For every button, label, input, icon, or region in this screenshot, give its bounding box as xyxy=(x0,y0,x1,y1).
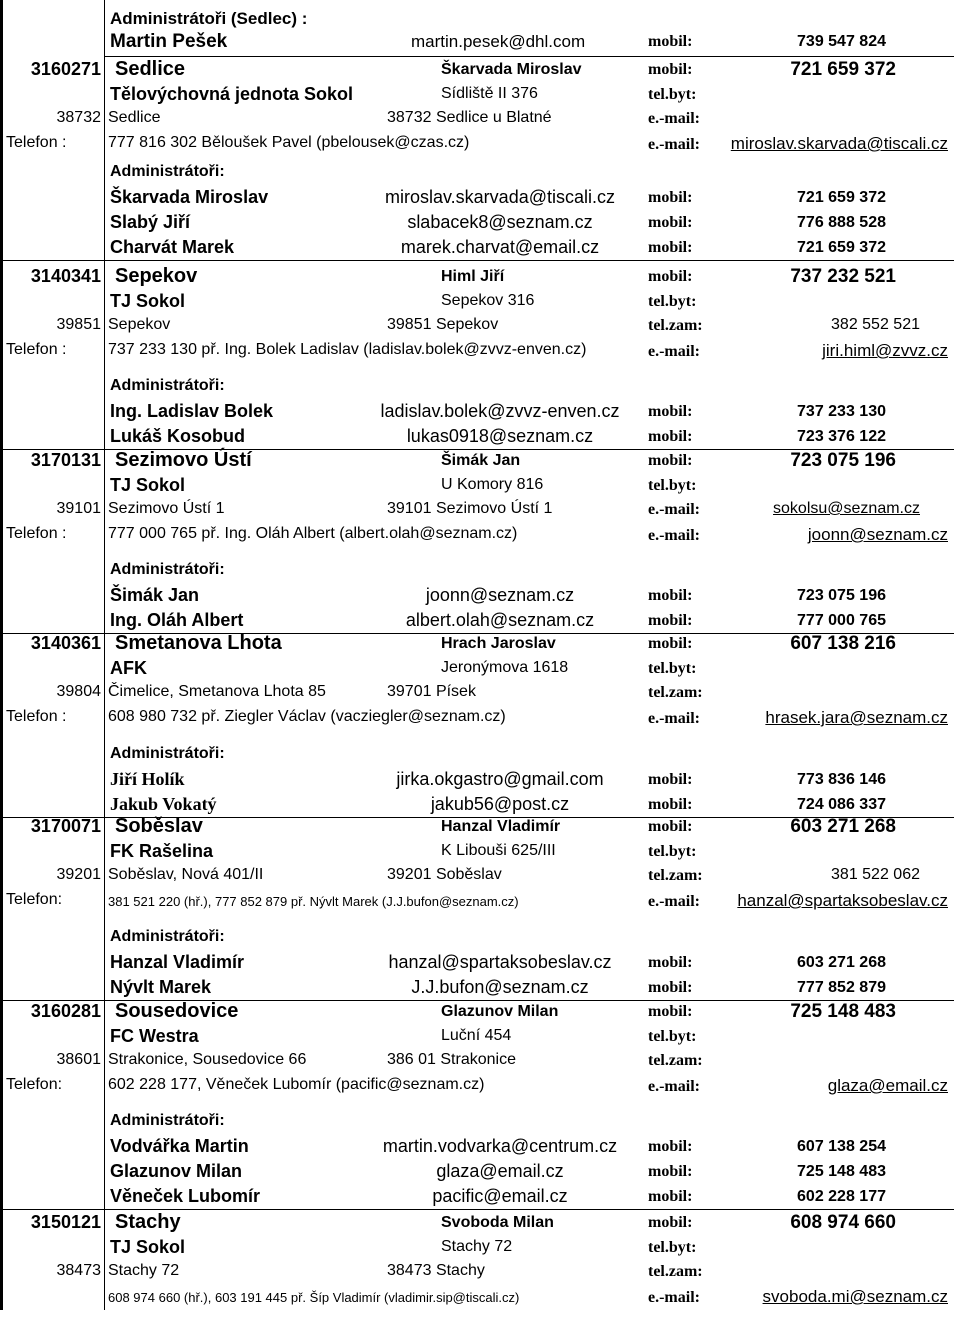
email-label: e.-mail: xyxy=(648,527,700,544)
club-zip-town: Sezimovo Ústí 1 xyxy=(108,500,225,517)
club-email[interactable]: svoboda.mi@seznam.cz xyxy=(762,1287,948,1306)
tel-byt-label: tel.byt: xyxy=(648,477,697,494)
admin-email: martin.vodvarka@centrum.cz xyxy=(382,1136,618,1156)
top-admin-heading: Administrátoři (Sedlec) : xyxy=(110,9,308,28)
mobil-label: mobil: xyxy=(648,587,693,604)
phone-label: Telefon : xyxy=(6,341,67,358)
admin-email: marek.charvat@email.cz xyxy=(400,237,600,257)
club-street: Sepekov 316 xyxy=(441,292,535,309)
admin-mobil: 776 888 528 xyxy=(797,214,886,231)
club-email[interactable]: glaza@email.cz xyxy=(827,1076,948,1095)
club-address2: 386 01 Strakonice xyxy=(387,1051,516,1068)
club-tel-zam: 382 552 521 xyxy=(831,316,920,333)
club-name: FC Westra xyxy=(110,1026,199,1046)
admins-heading: Administrátoři: xyxy=(110,561,225,578)
club-street: Stachy 72 xyxy=(441,1238,513,1255)
club-place: Sepekov xyxy=(115,265,198,287)
admin-email: hanzal@spartaksobeslav.cz xyxy=(388,952,612,972)
tel-byt-label: tel.byt: xyxy=(648,1028,697,1045)
mobil-label: mobil: xyxy=(648,954,693,971)
phone-label: Telefon : xyxy=(6,525,67,542)
line3-label: e.-mail: xyxy=(648,501,700,518)
phone-note: 608 980 732 př. Ziegler Václav (vacziegler@seznam.cz) xyxy=(108,708,506,725)
club-address2: 39851 Sepekov xyxy=(387,316,499,333)
top-admin-mobil-label: mobil: xyxy=(648,33,693,50)
mobil-label: mobil: xyxy=(648,1188,693,1205)
mobil-label: mobil: xyxy=(648,1163,693,1180)
mobil-label: mobil: xyxy=(648,428,693,445)
club-zip-town: Stachy 72 xyxy=(108,1262,180,1279)
club-zip: 39101 xyxy=(56,500,101,517)
admin-mobil: 725 148 483 xyxy=(797,1163,886,1180)
club-zip: 38601 xyxy=(56,1051,101,1068)
club-name: AFK xyxy=(110,658,147,678)
mobil-label: mobil: xyxy=(648,1003,693,1020)
tel-byt-label: tel.byt: xyxy=(648,660,697,677)
club-street: U Komory 816 xyxy=(441,476,544,493)
column-divider xyxy=(104,0,105,1310)
club-name: TJ Sokol xyxy=(110,1237,186,1257)
club-contact-mobil: 608 974 660 xyxy=(790,1212,896,1233)
club-address2: 39701 Písek xyxy=(387,683,476,700)
club-contact: Svoboda Milan xyxy=(441,1214,554,1231)
club-code: 3140341 xyxy=(30,266,101,286)
admin-name: Lukáš Kosobud xyxy=(110,426,246,446)
admin-email: jakub56@post.cz xyxy=(430,794,570,814)
admin-mobil: 721 659 372 xyxy=(797,239,886,256)
club-code: 3160281 xyxy=(30,1001,101,1021)
tel-byt-label: tel.byt: xyxy=(648,86,697,103)
club-email[interactable]: hanzal@spartaksobeslav.cz xyxy=(737,891,948,910)
section-divider xyxy=(0,260,954,261)
email-label: e.-mail: xyxy=(648,893,700,910)
club-name: FK Rašelina xyxy=(110,841,214,861)
line3-label: tel.zam: xyxy=(648,1263,703,1280)
mobil-label: mobil: xyxy=(648,796,693,813)
admin-email: ladislav.bolek@zvvz-enven.cz xyxy=(380,401,620,421)
admin-mobil: 603 271 268 xyxy=(797,954,886,971)
phone-note: 608 974 660 (hř.), 603 191 445 př. Šíp Vladimír (vladimir.sip@tiscali.cz) xyxy=(108,1290,520,1305)
club-zip-town: Sedlice xyxy=(108,109,161,126)
tel-byt-label: tel.byt: xyxy=(648,293,697,310)
club-name: Tělovýchovná jednota Sokol xyxy=(110,84,354,104)
top-admin-email: martin.pesek@dhl.com xyxy=(411,32,586,51)
admin-name: Charvát Marek xyxy=(110,237,235,257)
mobil-label: mobil: xyxy=(648,612,693,629)
club-zip: 39851 xyxy=(56,316,101,333)
admin-name: Hanzal Vladimír xyxy=(110,952,245,972)
admin-email: slabacek8@seznam.cz xyxy=(407,212,593,232)
admin-name: Škarvada Miroslav xyxy=(110,187,269,207)
phone-label: Telefon: xyxy=(6,891,63,908)
club-contact-mobil: 737 232 521 xyxy=(790,266,896,287)
admins-heading: Administrátoři: xyxy=(110,1112,225,1129)
email-label: e.-mail: xyxy=(648,1078,700,1095)
email-label: e.-mail: xyxy=(648,710,700,727)
club-contact: Glazunov Milan xyxy=(441,1003,559,1020)
admin-name: Ing. Oláh Albert xyxy=(110,610,244,630)
admins-heading: Administrátoři: xyxy=(110,163,225,180)
club-street: Sídliště II 376 xyxy=(441,85,538,102)
phone-note: 777 000 765 př. Ing. Oláh Albert (albert.olah@seznam.cz) xyxy=(108,525,518,542)
phone-note: 737 233 130 př. Ing. Bolek Ladislav (ladislav.bolek@zvvz-enven.cz) xyxy=(108,341,587,358)
club-place: Sousedovice xyxy=(115,1000,239,1022)
admin-email: joonn@seznam.cz xyxy=(425,585,575,605)
club-contact-mobil: 723 075 196 xyxy=(790,450,896,471)
admin-name: Nývlt Marek xyxy=(110,977,212,997)
phone-note: 777 816 302 Běloušek Pavel (pbelousek@czas.cz) xyxy=(108,134,470,151)
club-contact-mobil: 721 659 372 xyxy=(790,59,896,80)
admin-mobil: 737 233 130 xyxy=(797,403,886,420)
admin-mobil: 607 138 254 xyxy=(797,1138,886,1155)
admin-name: Ing. Ladislav Bolek xyxy=(110,401,274,421)
club-zip: 38473 xyxy=(56,1262,101,1279)
club-address2: 39101 Sezimovo Ústí 1 xyxy=(387,500,553,517)
admin-mobil: 777 852 879 xyxy=(797,979,886,996)
admin-mobil: 602 228 177 xyxy=(797,1188,886,1205)
club-email[interactable]: miroslav.skarvada@tiscali.cz xyxy=(730,134,948,153)
club-street: K Libouši 625/III xyxy=(441,842,556,859)
phone-note: 381 521 220 (hř.), 777 852 879 př. Nývlt Marek (J.J.bufon@seznam.cz) xyxy=(108,894,519,909)
admin-email: lukas0918@seznam.cz xyxy=(406,426,594,446)
club-address2: 39201 Soběslav xyxy=(387,866,502,883)
admin-name: Slabý Jiří xyxy=(110,212,191,232)
admin-email: miroslav.skarvada@tiscali.cz xyxy=(385,187,615,207)
club-code: 3170131 xyxy=(30,450,101,470)
club-contact: Hrach Jaroslav xyxy=(441,635,556,652)
club-email-secondary[interactable]: sokolsu@seznam.cz xyxy=(773,500,920,517)
line3-label: tel.zam: xyxy=(648,317,703,334)
admin-name: Šimák Jan xyxy=(110,585,200,605)
club-code: 3140361 xyxy=(30,633,101,653)
line3-label: tel.zam: xyxy=(648,1052,703,1069)
left-border xyxy=(0,0,3,1310)
club-contact: Hanzal Vladimír xyxy=(441,818,561,835)
mobil-label: mobil: xyxy=(648,771,693,788)
top-admin-underline xyxy=(104,56,954,57)
admin-mobil: 724 086 337 xyxy=(797,796,886,813)
club-place: Soběslav xyxy=(115,815,203,837)
club-code: 3160271 xyxy=(30,59,101,79)
club-place: Sedlice xyxy=(115,58,186,80)
mobil-label: mobil: xyxy=(648,1214,693,1231)
club-contact-mobil: 603 271 268 xyxy=(790,816,896,837)
mobil-label: mobil: xyxy=(648,61,693,78)
club-tel-zam: 381 522 062 xyxy=(831,866,920,883)
admin-name: Glazunov Milan xyxy=(110,1161,243,1181)
club-place: Stachy xyxy=(115,1211,181,1233)
phone-note: 602 228 177, Věneček Lubomír (pacific@seznam.cz) xyxy=(108,1076,485,1093)
admins-heading: Administrátoři: xyxy=(110,377,225,394)
club-street: Luční 454 xyxy=(441,1027,512,1044)
mobil-label: mobil: xyxy=(648,635,693,652)
mobil-label: mobil: xyxy=(648,403,693,420)
admin-email: pacific@email.cz xyxy=(432,1186,568,1206)
club-email[interactable]: jiri.himl@zvvz.cz xyxy=(822,341,948,360)
admin-name: Vodvářka Martin xyxy=(110,1136,249,1156)
mobil-label: mobil: xyxy=(648,1138,693,1155)
admin-email: glaza@email.cz xyxy=(436,1161,564,1181)
line3-label: tel.zam: xyxy=(648,684,703,701)
club-zip-town: Soběslav, Nová 401/II xyxy=(108,866,264,883)
club-contact-mobil: 725 148 483 xyxy=(790,1001,896,1022)
club-zip-town: Sepekov xyxy=(108,316,171,333)
line3-label: tel.zam: xyxy=(648,867,703,884)
mobil-label: mobil: xyxy=(648,189,693,206)
club-contact: Šimák Jan xyxy=(441,452,521,469)
club-contact: Škarvada Miroslav xyxy=(441,61,582,78)
club-address2: 38732 Sedlice u Blatné xyxy=(387,109,552,126)
club-email[interactable]: hrasek.jara@seznam.cz xyxy=(765,708,948,727)
club-address2: 38473 Stachy xyxy=(387,1262,485,1279)
mobil-label: mobil: xyxy=(648,268,693,285)
mobil-label: mobil: xyxy=(648,239,693,256)
club-email[interactable]: joonn@seznam.cz xyxy=(807,525,948,544)
email-label: e.-mail: xyxy=(648,343,700,360)
club-place: Smetanova Lhota xyxy=(115,632,282,654)
phone-label: Telefon : xyxy=(6,708,67,725)
admin-mobil: 723 376 122 xyxy=(797,428,886,445)
admins-heading: Administrátoři: xyxy=(110,745,225,762)
club-zip: 38732 xyxy=(56,109,101,126)
club-code: 3170071 xyxy=(30,816,101,836)
admin-mobil: 777 000 765 xyxy=(797,612,886,629)
club-name: TJ Sokol xyxy=(110,291,186,311)
phone-label: Telefon : xyxy=(6,134,67,151)
mobil-label: mobil: xyxy=(648,452,693,469)
admin-email: albert.olah@seznam.cz xyxy=(405,610,595,630)
email-label: e.-mail: xyxy=(648,1289,700,1306)
tel-byt-label: tel.byt: xyxy=(648,1239,697,1256)
admin-name: Věneček Lubomír xyxy=(110,1186,261,1206)
admin-name: Jiří Holík xyxy=(110,769,185,789)
club-code: 3150121 xyxy=(30,1212,101,1232)
mobil-label: mobil: xyxy=(648,979,693,996)
mobil-label: mobil: xyxy=(648,818,693,835)
club-place: Sezimovo Ústí xyxy=(115,449,252,471)
club-contact-mobil: 607 138 216 xyxy=(790,633,896,654)
club-name: TJ Sokol xyxy=(110,475,186,495)
club-zip-town: Strakonice, Sousedovice 66 xyxy=(108,1051,307,1068)
email-label: e.-mail: xyxy=(648,136,700,153)
top-admin-name: Martin Pešek xyxy=(110,31,228,52)
admin-email: jirka.okgastro@gmail.com xyxy=(396,769,604,789)
club-zip: 39201 xyxy=(56,866,101,883)
line3-label: e.-mail: xyxy=(648,110,700,127)
club-street: Jeronýmova 1618 xyxy=(441,659,569,676)
admin-name: Jakub Vokatý xyxy=(110,794,217,814)
admin-mobil: 721 659 372 xyxy=(797,189,886,206)
top-admin-mobil: 739 547 824 xyxy=(797,33,886,50)
club-zip-town: Čimelice, Smetanova Lhota 85 xyxy=(108,683,326,700)
admin-email: J.J.bufon@seznam.cz xyxy=(411,977,589,997)
phone-label: Telefon: xyxy=(6,1076,63,1093)
admins-heading: Administrátoři: xyxy=(110,928,225,945)
club-zip: 39804 xyxy=(56,683,101,700)
mobil-label: mobil: xyxy=(648,214,693,231)
admin-mobil: 723 075 196 xyxy=(797,587,886,604)
section-divider xyxy=(0,1209,954,1210)
club-contact: Himl Jiří xyxy=(441,268,505,285)
admin-mobil: 773 836 146 xyxy=(797,771,886,788)
tel-byt-label: tel.byt: xyxy=(648,843,697,860)
